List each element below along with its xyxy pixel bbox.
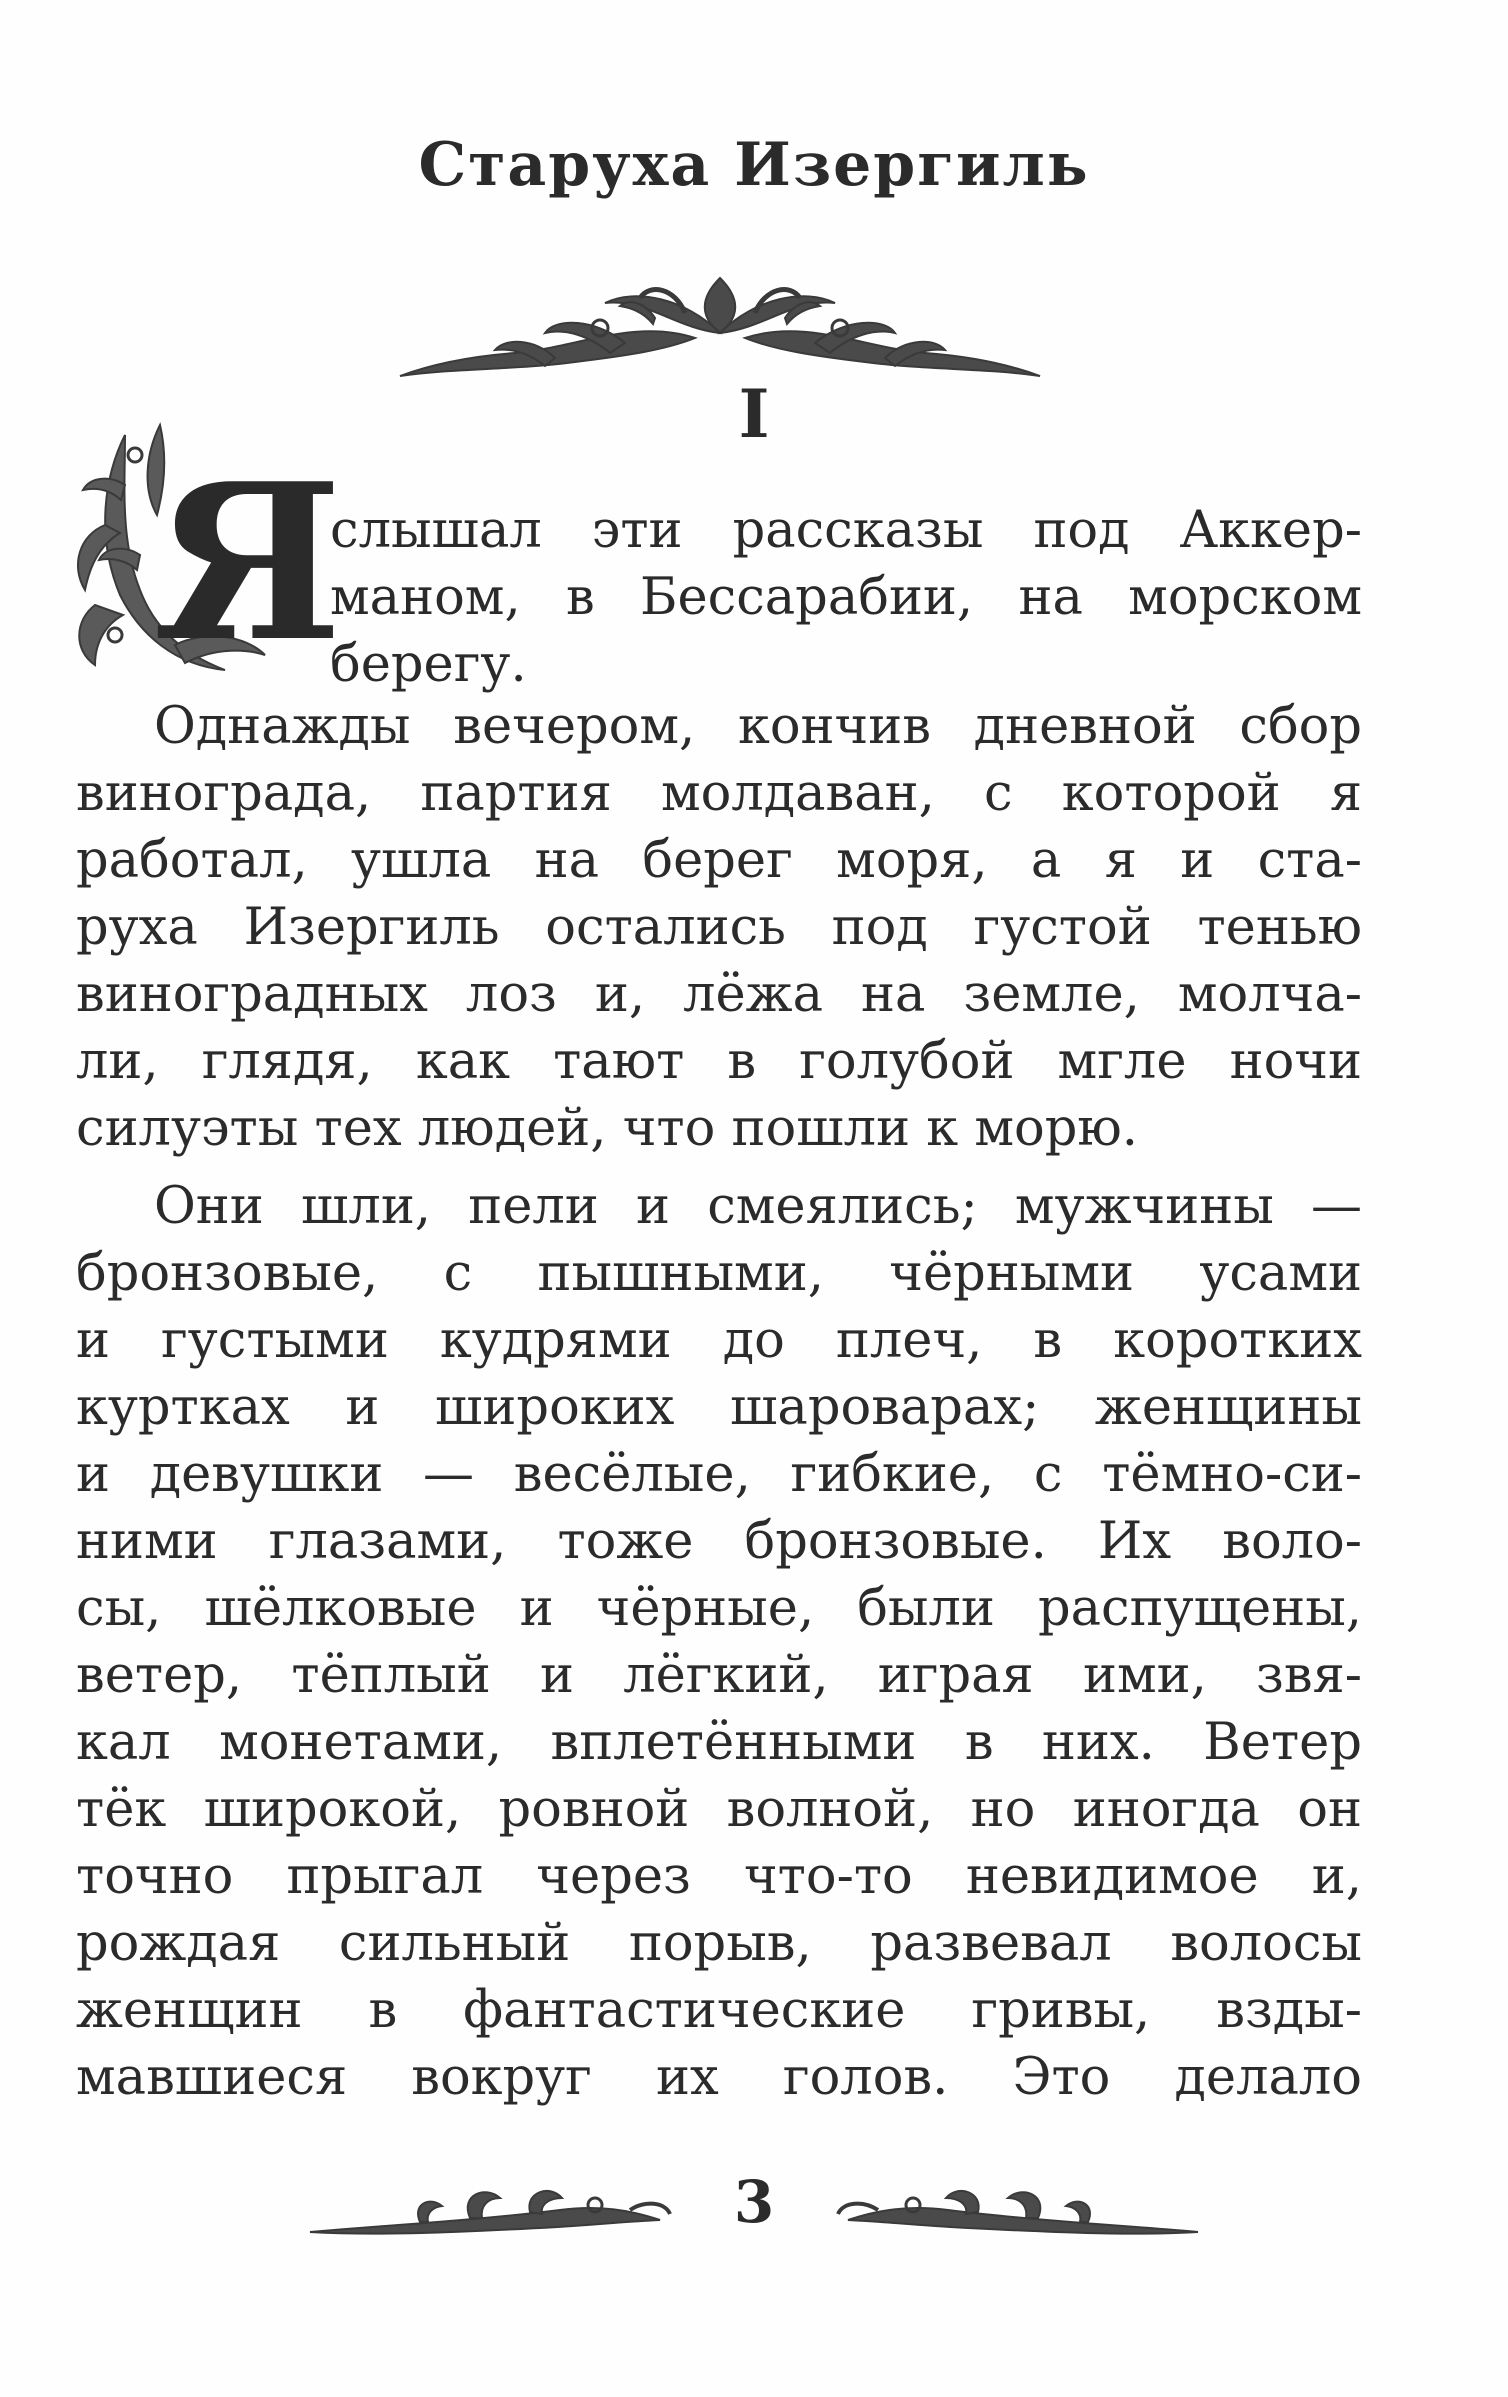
text-line: куртках и широких шароварах; женщины — [76, 1378, 1362, 1437]
text-line: сы, шёлковые и чёрные, были распущены, — [76, 1579, 1362, 1638]
text-line: ними глазами, тоже бронзовые. Их воло- — [76, 1512, 1362, 1571]
text-line: мавшиеся вокруг их голов. Это делало — [76, 2048, 1362, 2107]
text-line: бронзовые, с пышными, чёрными усами — [76, 1244, 1362, 1303]
text-line: силуэты тех людей, что пошли к морю. — [76, 1099, 1138, 1158]
text-line: и девушки — весёлые, гибкие, с тёмно-си- — [76, 1445, 1362, 1504]
text-line: кал монетами, вплетёнными в них. Ветер — [76, 1713, 1362, 1772]
text-line: слышал эти рассказы под Аккер- — [330, 501, 1362, 560]
text-line: ли, глядя, как тают в голубой мгле ночи — [76, 1032, 1362, 1091]
paragraph-2 — [76, 693, 1362, 1162]
text-line: Они шли, пели и смеялись; мужчины — — [154, 1177, 1362, 1236]
text-line: руха Изергиль остались под густой тенью — [76, 898, 1362, 957]
text-line: маном, в Бессарабии, на морском — [330, 568, 1362, 627]
page-number: 3 — [733, 2168, 775, 2236]
text-line: ветер, тёплый и лёгкий, играя ими, звя- — [76, 1646, 1362, 1705]
text-line: винограда, партия молдаван, с которой я — [76, 764, 1362, 823]
page-title: Старуха Изергиль — [418, 130, 1090, 200]
text-line: берегу. — [330, 635, 527, 694]
text-line: и густыми кудрями до плеч, в коротких — [76, 1311, 1362, 1370]
paragraph-1 — [330, 497, 1362, 698]
text-line: работал, ушла на берег моря, а я и ста- — [76, 831, 1362, 890]
text-line: рождая сильный порыв, развевал волосы — [76, 1914, 1362, 1973]
drop-cap — [65, 415, 343, 689]
text-line: женщин в фантастические гривы, взды- — [76, 1981, 1362, 2040]
floral-divider-icon — [395, 258, 1045, 388]
text-line: Однажды вечером, кончив дневной сбор — [154, 697, 1362, 756]
text-line: виноградных лоз и, лёжа на земле, молча- — [76, 965, 1362, 1024]
drop-cap-letter: Я — [153, 436, 343, 689]
chapter-number: I — [738, 375, 770, 453]
text-line: точно прыгал через что-то невидимое и, — [76, 1847, 1362, 1906]
text-line: тёк широкой, ровной волной, но иногда он — [76, 1780, 1362, 1839]
paragraph-3 — [76, 1173, 1362, 2111]
